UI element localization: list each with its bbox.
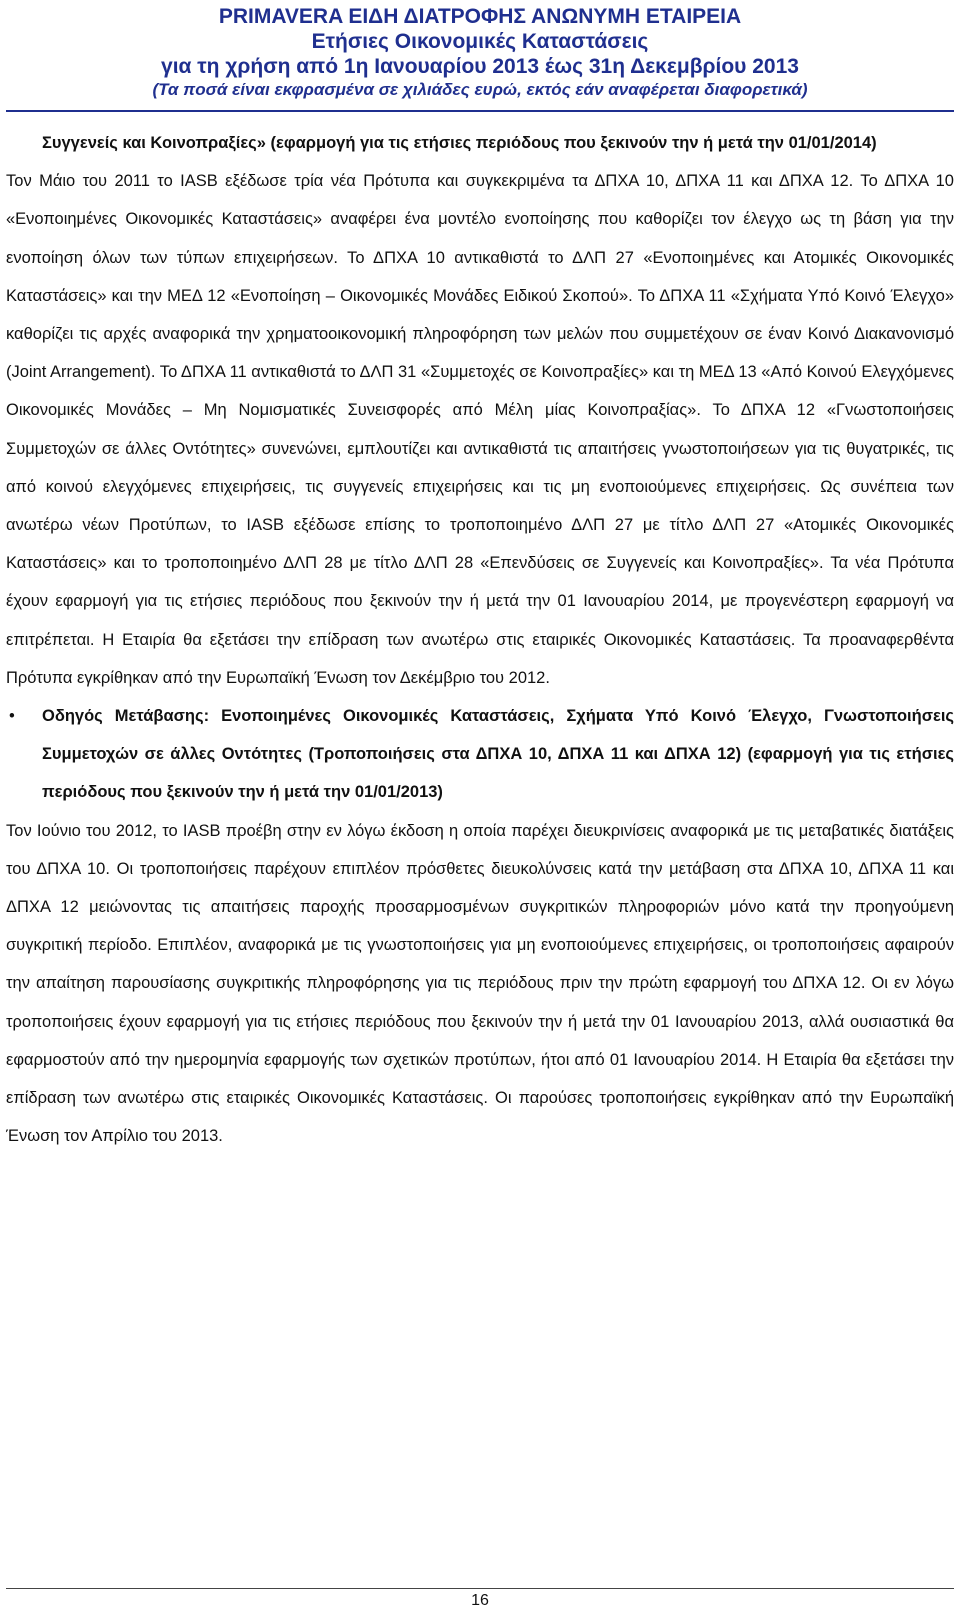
document-header [0,4,960,101]
report-title: Ετήσιες Οικονομικές Καταστάσεις [311,30,649,53]
section-2-heading: Οδηγός Μετάβασης: Ενοποιημένες Οικονομικές Καταστάσεις, Σχήματα Υπό Κοινό Έλεγχο, Γνωστοποιήσεις Συμμετοχών σε άλλες Οντότητες (Τροποποιήσεις στα ΔΠΧΑ 10, ΔΠΧΑ 11 και ΔΠΧΑ 12) (εφαρμογή για τις ετήσιες περιόδους που ξεκινούν την ή μετά την 01/01/2013) [42,707,954,802]
header-divider [6,110,954,112]
document-body [6,124,954,1155]
currency-note: (Τα ποσά είναι εκφρασμένα σε χιλιάδες ευρώ, εκτός εάν αναφέρεται διαφορετικά) [152,80,808,99]
bullet-icon: • [9,707,15,726]
section-1-heading: Συγγενείς και Κοινοπραξίες» (εφαρμογή για τις ετήσιες περιόδους που ξεκινούν την ή μετά την 01/01/2014) [42,134,877,152]
page-number: 16 [471,1592,489,1609]
section-2-body: Τον Ιούνιο του 2012, το IASB προέβη στην εν λόγω έκδοση η οποία παρέχει διευκρινίσεις αναφορικά με τις μεταβατικές διατάξεις του ΔΠΧΑ 10. Οι τροποποιήσεις παρέχουν επιπλέον πρόσθετες διευκολύνσεις κατά την μετάβαση στα ΔΠΧΑ 10, ΔΠΧΑ 11 και ΔΠΧΑ 12 μειώνοντας τις απαιτήσεις παροχής προσαρμοσμένων συγκριτικών πληροφοριών μόνο κατά την προηγούμενη συγκριτική περίοδο. Επιπλέον, αναφορικά με τις γνωστοποιήσεις για μη ενοποιούμενες επιχειρήσεις, οι τροποποιήσεις αφαιρούν την απαίτηση παρουσίασης συγκριτικής πληροφόρησης για τις περιόδους πριν την πρώτη εφαρμογή του ΔΠΧΑ 12. Οι εν λόγω τροποποιήσεις έχουν εφαρμογή για τις ετήσιες περιόδους που ξεκινούν την ή μετά την 01 Ιανουαρίου 2013, αλλά ουσιαστικά θα εφαρμοστούν από την ημερομηνία εφαρμογής των σχετικών προτύπων, ήτοι από 01 Ιανουαρίου 2014. Η Εταιρία θα εξετάσει την επίδραση των ανωτέρω στις εταιρικές Οικονομικές Καταστάσεις. Οι παρούσες τροποποιήσεις εγκρίθηκαν από την Ευρωπαϊκή Ένωση τον Απρίλιο του 2013. [6,821,954,1146]
section-1-body: Τον Μάιο του 2011 το IASB εξέδωσε τρία νέα Πρότυπα και συγκεκριμένα τα ΔΠΧΑ 10, ΔΠΧΑ 11 και ΔΠΧΑ 12. Το ΔΠΧΑ 10 «Ενοποιημένες Οικονομικές Καταστάσεις» αναφέρει ένα μοντέλο ενοποίησης που καθορίζει τον έλεγχο ως τη βάση για την ενοποίηση όλων των τύπων επιχειρήσεων. Το ΔΠΧΑ 10 αντικαθιστά το ΔΛΠ 27 «Ενοποιημένες και Ατομικές Οικονομικές Καταστάσεις» και την ΜΕΔ 12 «Ενοποίηση – Οικονομικές Μονάδες Ειδικού Σκοπού». Το ΔΠΧΑ 11 «Σχήματα Υπό Κοινό Έλεγχο» καθορίζει τις αρχές αναφορικά την χρηματοοικονομική πληροφόρηση των μελών που συμμετέχουν σε έναν Κοινό Διακανονισμό (Joint Arrangement). Το ΔΠΧΑ 11 αντικαθιστά το ΔΛΠ 31 «Συμμετοχές σε Κοινοπραξίες» και τη ΜΕΔ 13 «Από Κοινού Ελεγχόμενες Οικονομικές Μονάδες – Μη Νομισματικές Συνεισφορές από Μέλη μίας Κοινοπραξίας». Το ΔΠΧΑ 12 «Γνωστοποιήσεις Συμμετοχών σε άλλες Οντότητες» συνενώνει, εμπλουτίζει και αντικαθιστά τις απαιτήσεις γνωστοποιήσεων για τις θυγατρικές, τις από κοινού ελεγχόμενες επιχειρήσεις, τις συγγενείς επιχειρήσεις και τις μη ενοποιούμενες επιχειρήσεις. Ως συνέπεια των ανωτέρω νέων Προτύπων, το IASB εξέδωσε επίσης το τροποποιημένο ΔΛΠ 27 με τίτλο ΔΛΠ 27 «Ατομικές Οικονομικές Καταστάσεις» και το τροποποιημένο ΔΛΠ 28 με τίτλο ΔΛΠ 28 «Επενδύσεις σε Συγγενείς και Κοινοπραξίες». Τα νέα Πρότυπα έχουν εφαρμογή για τις ετήσιες περιόδους που ξεκινούν την ή μετά την 01 Ιανουαρίου 2014, με προγενέστερη εφαρμογή να επιτρέπεται. Η Εταιρία θα εξετάσει την επίδραση των ανωτέρω στις εταιρικές Οικονομικές Καταστάσεις. Τα προαναφερθέντα Πρότυπα εγκρίθηκαν από την Ευρωπαϊκή Ένωση τον Δεκέμβριο του 2012. [6,172,954,687]
section-2-bullet-item [6,697,954,812]
report-period: για τη χρήση από 1η Ιανουαρίου 2013 έως 31η Δεκεμβρίου 2013 [161,55,799,78]
company-name: PRIMAVERA ΕΙΔΗ ΔΙΑΤΡΟΦΗΣ ΑΝΩΝΥΜΗ ΕΤΑΙΡΕΙΑ [218,5,742,28]
footer-divider [6,1588,954,1589]
